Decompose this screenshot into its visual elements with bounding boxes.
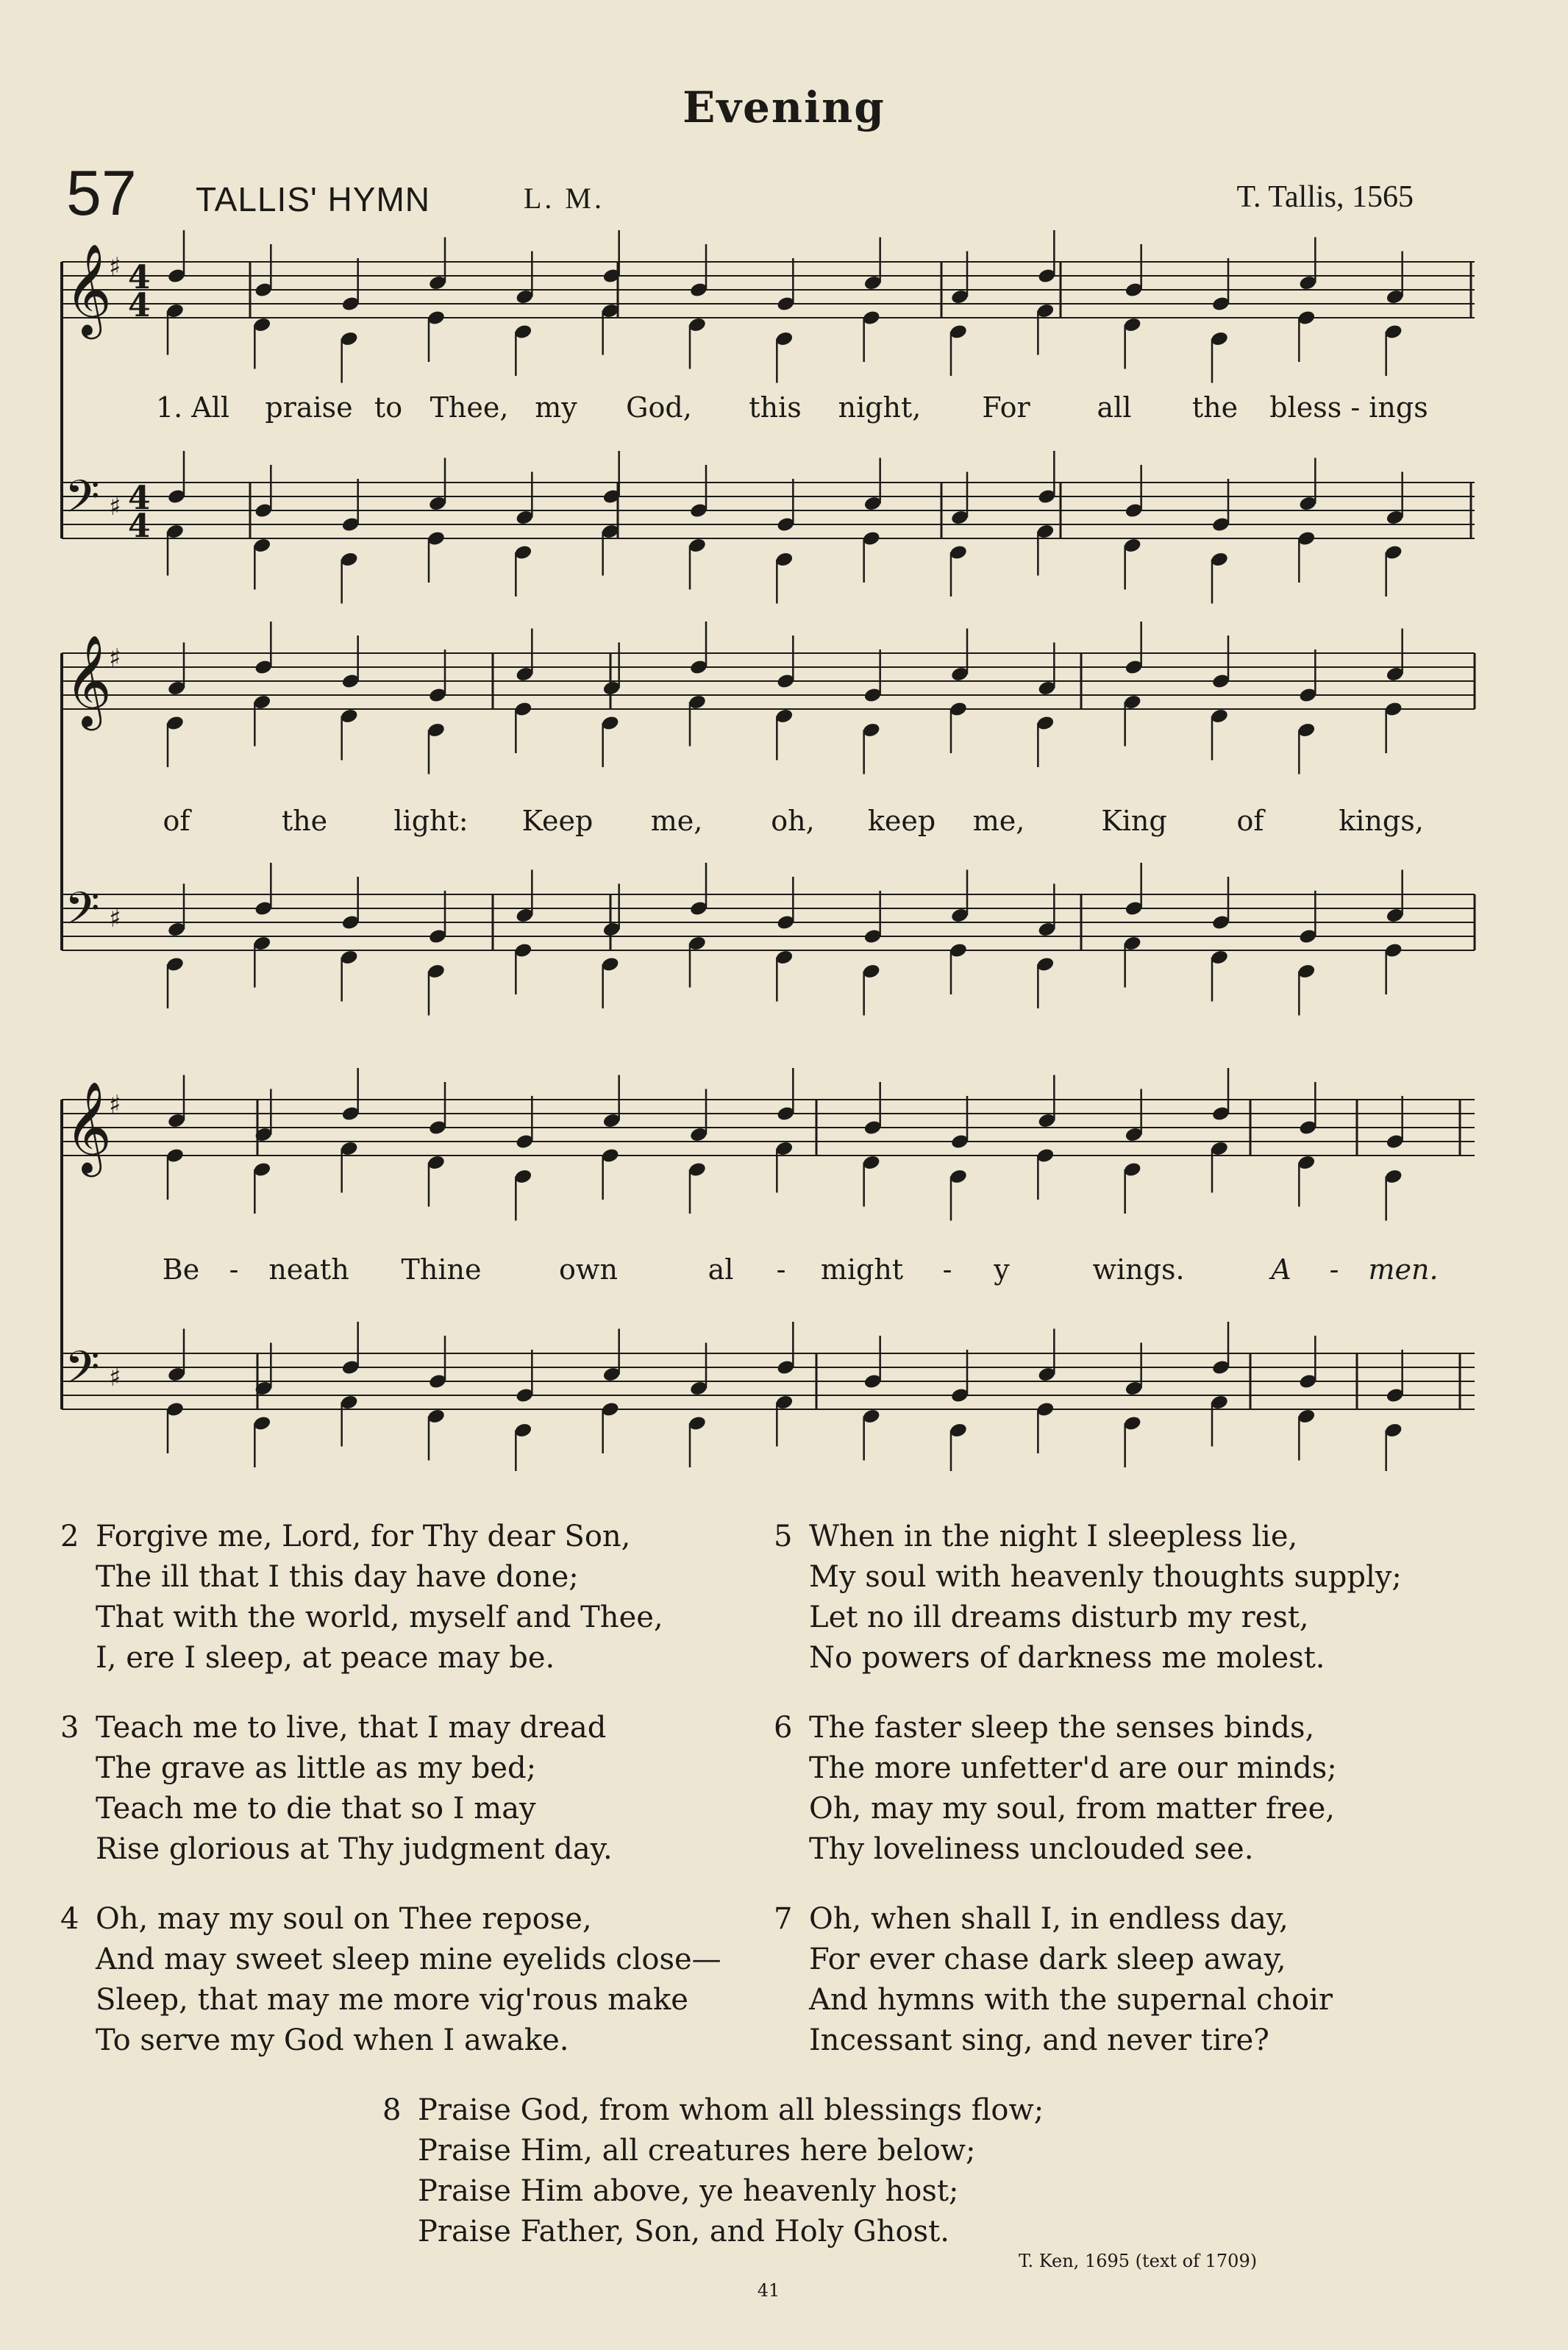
verse-line: To serve my God when I awake. (96, 2023, 569, 2057)
verse-8 (382, 2090, 1044, 2252)
sharp-icon: ♯ (109, 904, 121, 933)
verse-line: Let no ill dreams disturb my rest, (809, 1601, 1309, 1634)
lyric-syllable: the (1191, 391, 1239, 424)
lyric-syllable: all (1097, 391, 1132, 424)
verse-2 (60, 1517, 663, 1678)
verse-line: Sleep, that may me more vig'rous make (96, 1983, 688, 2017)
lyric-syllable: my (535, 391, 577, 424)
time-signature-top: 4 (128, 259, 151, 296)
lyric-syllable: wings. (1092, 1253, 1185, 1286)
bass-clef-icon: 𝄢 (65, 1342, 100, 1405)
lyric-syllable: For (982, 391, 1030, 424)
verse-line: And may sweet sleep mine eyelids close— (96, 1943, 721, 1976)
lyric-syllable: Thine (401, 1253, 482, 1286)
verse-line: The ill that I this day have done; (96, 1560, 579, 1594)
lyric-syllable: light: (393, 805, 468, 837)
verse-line: Teach me to die that so I may (96, 1792, 536, 1826)
treble-clef-icon: 𝄞 (65, 243, 112, 335)
lyric-syllable: 1. All (155, 391, 230, 424)
verse-line: The faster sleep the senses binds, (809, 1711, 1315, 1745)
sharp-icon: ♯ (109, 492, 121, 521)
verse-number: 8 (382, 2093, 402, 2127)
lyric-syllable: night, (838, 391, 922, 424)
lyric-syllable: - (229, 1253, 239, 1286)
lyric-syllable: - (942, 1253, 952, 1286)
sharp-icon: ♯ (109, 1363, 121, 1392)
lyric-syllable: kings, (1339, 805, 1424, 837)
verse-line: That with the world, myself and Thee, (96, 1601, 663, 1634)
verse-6 (774, 1708, 1337, 1870)
verse-number: 4 (60, 1902, 79, 1936)
lyric-syllable: Keep (521, 805, 594, 837)
verse-line: The more unfetter'd are our minds; (809, 1751, 1337, 1785)
lyric-syllable: of (1236, 805, 1264, 837)
verse-number: 5 (774, 1520, 793, 1553)
page-number: 41 (757, 2280, 780, 2301)
verse-number: 6 (774, 1711, 793, 1745)
verse-line: No powers of darkness me molest. (809, 1641, 1325, 1675)
verse-line: Thy loveliness unclouded see. (809, 1832, 1254, 1866)
verse-line: Oh, when shall I, in endless day, (809, 1902, 1289, 1936)
verse-number: 2 (60, 1520, 79, 1553)
lyric-syllable: neath (268, 1253, 349, 1286)
lyric-line-3 (0, 1253, 1568, 1297)
sharp-icon: ♯ (109, 252, 121, 282)
verse-line: I, ere I sleep, at peace may be. (96, 1641, 555, 1675)
meter: L. M. (524, 182, 605, 215)
section-title: Evening (683, 82, 885, 132)
lyric-line-1 (0, 391, 1568, 435)
sharp-icon: ♯ (109, 644, 121, 673)
verse-line: When in the night I sleepless lie, (809, 1520, 1298, 1553)
time-signature-top: 4 (128, 480, 151, 517)
lyric-syllable: keep (867, 805, 936, 837)
treble-clef-icon: 𝄞 (65, 1081, 112, 1173)
lyric-syllable: to (374, 391, 403, 424)
verse-line: Oh, may my soul on Thee repose, (96, 1902, 592, 1936)
treble-clef-icon: 𝄞 (65, 635, 112, 727)
text-author: T. Ken, 1695 (text of 1709) (1019, 2251, 1258, 2271)
tune-name: TALLIS' HYMN (196, 180, 430, 218)
lyric-syllable: me, (650, 805, 703, 837)
lyric-syllable: King (1101, 805, 1167, 837)
lyric-syllable: of (163, 805, 190, 837)
composer: T. Tallis, 1565 (1236, 180, 1414, 214)
verse-line: Praise Father, Son, and Holy Ghost. (418, 2215, 949, 2248)
verse-line: Praise Him above, ye heavenly host; (418, 2174, 959, 2208)
verse-number: 7 (774, 1902, 793, 1936)
verse-4 (60, 1899, 721, 2061)
lyric-syllable: might (820, 1253, 904, 1286)
verse-7 (774, 1899, 1333, 2061)
hymn-number: 57 (66, 158, 137, 229)
lyric-syllable: me, (972, 805, 1025, 837)
verse-line: For ever chase dark sleep away, (809, 1943, 1286, 1976)
verse-5 (774, 1517, 1402, 1678)
lyric-syllable: Be (162, 1253, 200, 1286)
verse-line: Teach me to live, that I may dread (96, 1711, 607, 1745)
lyric-syllable: oh, (771, 805, 815, 837)
verse-line: Oh, may my soul, from matter free, (809, 1792, 1335, 1826)
verse-line: And hymns with the supernal choir (809, 1983, 1333, 2017)
verse-line: Forgive me, Lord, for Thy dear Son, (96, 1520, 631, 1553)
verse-line: My soul with heavenly thoughts supply; (809, 1560, 1402, 1594)
verse-line: Incessant sing, and never tire? (809, 2023, 1269, 2057)
verse-line: The grave as little as my bed; (96, 1751, 537, 1785)
lyric-syllable: the (281, 805, 328, 837)
lyric-syllable: al (708, 1253, 734, 1286)
lyric-syllable: own (559, 1253, 618, 1286)
lyric-syllable: Thee, (430, 391, 509, 424)
verse-line: Praise God, from whom all blessings flow; (418, 2093, 1044, 2127)
time-signature-bottom: 4 (128, 508, 151, 545)
lyric-syllable: this (749, 391, 802, 424)
verse-3 (60, 1708, 613, 1870)
bass-clef-icon: 𝄢 (65, 471, 100, 534)
lyric-line-2 (0, 805, 1568, 849)
verse-line: Rise glorious at Thy judgment day. (96, 1832, 613, 1866)
lyric-syllable: men. (1368, 1253, 1439, 1286)
lyric-syllable: y (994, 1253, 1010, 1286)
verse-line: Praise Him, all creatures here below; (418, 2134, 976, 2168)
sharp-icon: ♯ (109, 1090, 121, 1119)
verse-number: 3 (60, 1711, 79, 1745)
lyric-syllable: God, (626, 391, 692, 424)
lyric-syllable: A (1271, 1253, 1291, 1286)
lyric-syllable: praise (265, 391, 353, 424)
lyric-syllable: - (1329, 1253, 1339, 1286)
bass-clef-icon: 𝄢 (65, 883, 100, 946)
lyric-syllable: - (776, 1253, 786, 1286)
time-signature-bottom: 4 (128, 287, 151, 324)
lyric-syllable: bless - ings (1269, 391, 1428, 424)
